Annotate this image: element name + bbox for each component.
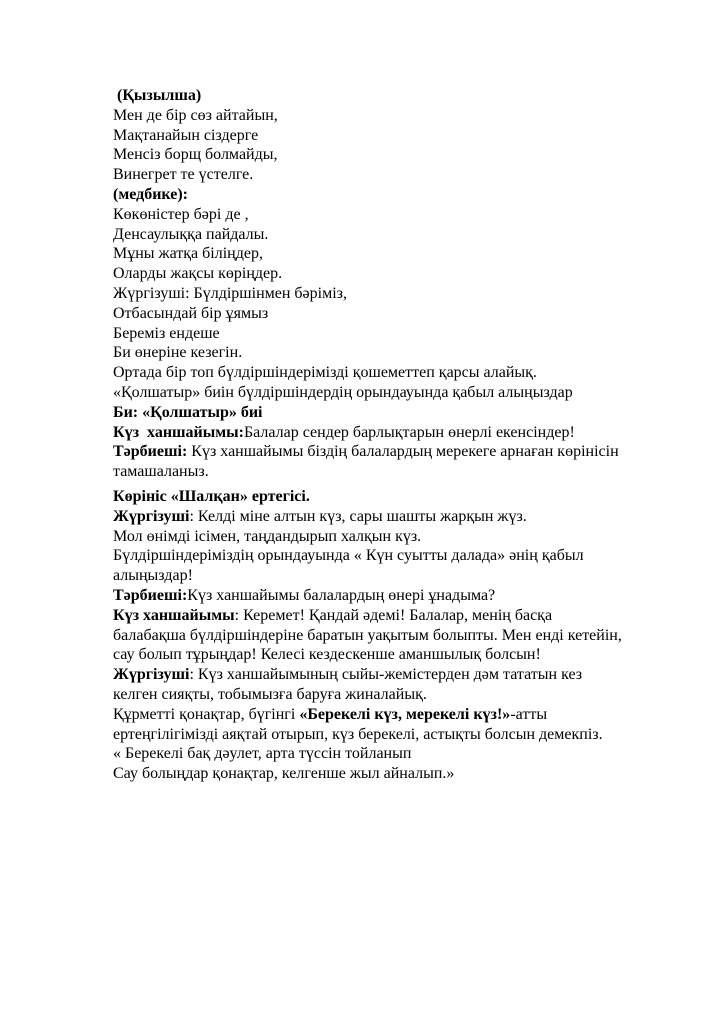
text-segment-bold: Тәрбиеші:: [113, 586, 188, 604]
text-segment: Мақтанайын сіздерге: [113, 126, 259, 144]
text-segment-bold: Жүргізуші: [113, 507, 190, 525]
text-segment: : Күз ханшайымының сыйы-жемістерден дәм тататын кез: [189, 666, 583, 684]
text-line: [113, 423, 675, 443]
text-segment: « Берекелі бақ дәулет, арта түссін тойланып: [113, 745, 412, 763]
text-line: [113, 324, 675, 344]
text-segment: -атты: [510, 705, 548, 723]
text-line: [113, 527, 675, 547]
text-segment: сау болып тұрыңдар! Келесі кездескенше аманшылық болсын!: [113, 646, 541, 664]
text-segment: Ортада бір топ бүлдіршіндерімізді қошеметтеп қарсы алайық.: [113, 364, 537, 382]
text-line: [113, 665, 675, 685]
text-segment: Береміз ендеше: [113, 324, 220, 342]
text-line: [113, 606, 675, 626]
text-segment: : Келді міне алтын күз, сары шашты жарқын жүз.: [189, 507, 527, 525]
text-segment: ертеңгілігімізді аяқтай отырып, күз берекелі, астықты болсын демекпіз.: [113, 725, 603, 743]
text-segment: Балалар сендер барлықтарын өнерлі екенсіндер!: [243, 423, 575, 441]
text-segment: Денсаулыққа пайдалы.: [113, 225, 269, 243]
text-segment: балабақша бүлдіршіндеріне баратын уақытым болыпты. Мен енді кетейін,: [113, 626, 622, 644]
text-segment: Отбасындай бір ұямыз: [113, 304, 269, 322]
text-line: [113, 126, 675, 146]
text-line: [113, 304, 675, 324]
text-segment-bold: (Қызылша): [113, 87, 202, 104]
text-segment: Винегрет те үстелге.: [113, 166, 254, 184]
text-line: [113, 205, 675, 225]
text-segment: Көкөністер бәрі де ,: [113, 205, 249, 223]
text-segment: Сау болыңдар қонақтар, келгенше жыл айналып.»: [113, 765, 455, 783]
text-line: [113, 225, 675, 245]
text-line: [113, 462, 675, 482]
text-line: [113, 586, 675, 606]
text-segment-bold: Би: «Қолшатыр» биі: [113, 403, 263, 421]
text-line: [113, 744, 675, 764]
text-line: [113, 442, 675, 462]
text-line: [113, 244, 675, 264]
text-segment: Мол өнімді ісімен, таңдандырып халқын күз.: [113, 527, 422, 545]
text-segment: Би өнеріне кезегін.: [113, 344, 243, 362]
text-line: [113, 86, 675, 106]
text-segment: Менсіз борщ болмайды,: [113, 146, 278, 164]
text-line: [113, 764, 675, 784]
text-line: [113, 566, 675, 586]
text-segment: Құрметті қонақтар, бүгінгі: [113, 705, 300, 723]
text-segment: Бүлдіршіндеріміздің орындауында « Күн суытты далада» әнің қабыл: [113, 547, 584, 565]
text-segment: : Керемет! Қандай әдемі! Балалар, менің басқа: [234, 606, 553, 624]
text-segment: Оларды жақсы көріңдер.: [113, 265, 283, 283]
text-segment: алыңыздар!: [113, 567, 193, 585]
text-segment: келген сияқты, тобымызға баруға жиналайық.: [113, 685, 427, 703]
text-line: [113, 383, 675, 403]
text-segment-bold: (медбике):: [113, 185, 189, 203]
text-line: [113, 403, 675, 423]
text-line: [113, 507, 675, 527]
text-line: [113, 363, 675, 383]
text-segment: «Қолшатыр» биін бүлдіршіндердің орындауында қабыл алыңыздар: [113, 383, 573, 401]
text-line: [113, 626, 675, 646]
text-line: [113, 645, 675, 665]
text-segment-bold: Тәрбиеші:: [113, 443, 188, 461]
text-segment: Мен де бір сөз айтайын,: [113, 106, 278, 124]
text-segment: Жүргізуші: Бүлдіршінмен бәріміз,: [113, 284, 347, 302]
text-line: [113, 284, 675, 304]
document-text: [113, 86, 675, 784]
text-segment-bold: Көрініс «Шалқан» ертегісі.: [113, 487, 310, 505]
text-line: [113, 264, 675, 284]
text-line: [113, 487, 675, 507]
text-line: [113, 685, 675, 705]
text-segment: Мұны жатқа біліңдер,: [113, 245, 263, 263]
text-segment: тамашаланыз.: [113, 463, 209, 481]
text-line: [113, 165, 675, 185]
text-segment: Күз ханшайымы балалардың өнері ұнадыма?: [187, 586, 496, 604]
text-line: [113, 546, 675, 566]
text-line: [113, 725, 675, 745]
text-line: [113, 106, 675, 126]
text-segment: Күз ханшайымы біздің балалардың мерекеге арнаған көрінісін: [187, 443, 619, 461]
text-line: [113, 705, 675, 725]
text-line: [113, 185, 675, 205]
text-segment-bold: «Берекелі күз, мерекелі күз!»: [299, 705, 511, 723]
text-segment-bold: Жүргізуші: [113, 666, 190, 684]
text-line: [113, 145, 675, 165]
text-segment-bold: Күз ханшайымы:: [113, 423, 244, 441]
text-segment-bold: Күз ханшайымы: [113, 606, 235, 624]
text-line: [113, 343, 675, 363]
